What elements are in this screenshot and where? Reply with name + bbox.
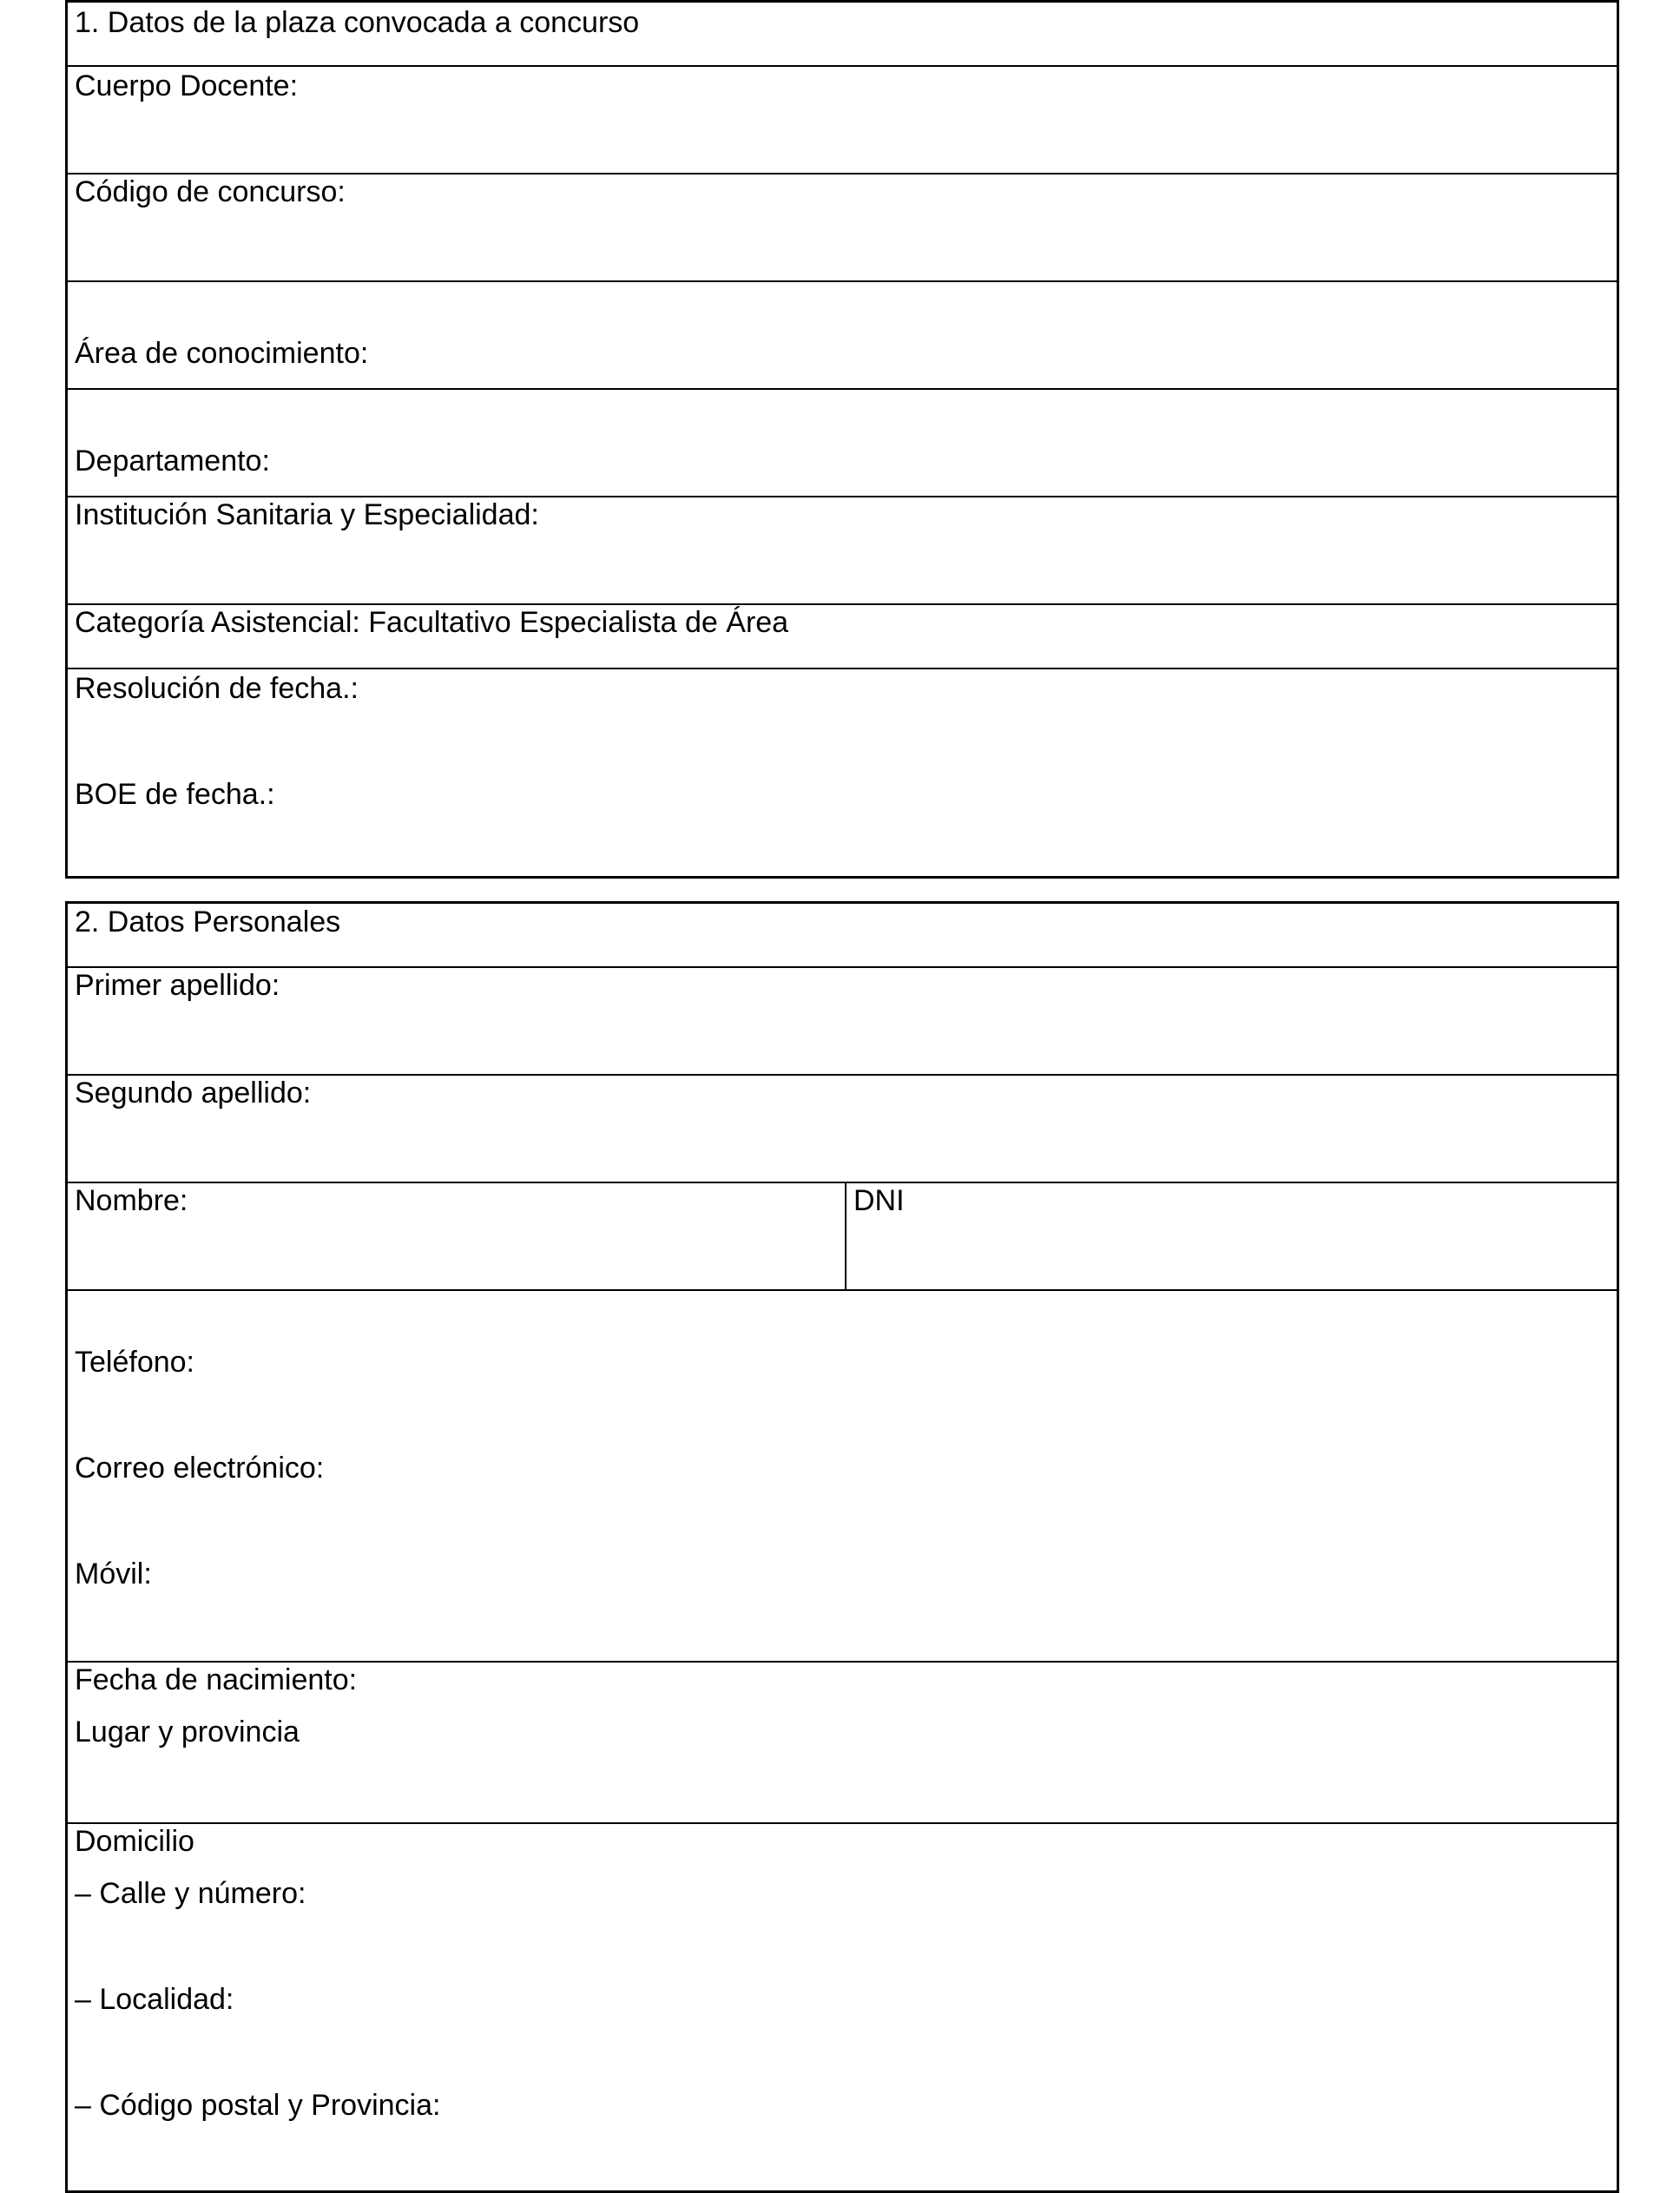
institucion-field[interactable] [68, 497, 1617, 605]
codigo-concurso-label: Código de concurso: [75, 175, 346, 208]
categoria-field [68, 605, 1617, 669]
correo-label: Correo electrónico: [75, 1452, 325, 1485]
departamento-label: Departamento: [75, 445, 270, 477]
departamento-field[interactable] [68, 390, 1617, 497]
dni-field[interactable] [847, 1183, 1617, 1289]
cuerpo-docente-label: Cuerpo Docente: [75, 69, 299, 102]
nacimiento-field[interactable] [68, 1663, 1617, 1824]
nombre-field[interactable] [68, 1183, 845, 1289]
fecha-nacimiento-label: Fecha de nacimiento: [75, 1663, 358, 1696]
section-plaza-title-row [68, 3, 1617, 67]
domicilio-label: Domicilio [75, 1825, 194, 1858]
segundo-apellido-field[interactable] [68, 1076, 1617, 1183]
calle-label: – Calle y número: [75, 1877, 306, 1910]
resolucion-boe-field[interactable] [68, 669, 1617, 879]
dni-label: DNI [853, 1184, 905, 1217]
nombre-dni-row [68, 1183, 1617, 1291]
area-conocimiento-label: Área de conocimiento: [75, 337, 369, 370]
codigo-concurso-field[interactable] [68, 175, 1617, 282]
resolucion-label: Resolución de fecha.: [75, 672, 359, 705]
contacto-field[interactable] [68, 1291, 1617, 1663]
domicilio-field[interactable] [68, 1824, 1617, 2193]
telefono-label: Teléfono: [75, 1346, 194, 1379]
localidad-label: – Localidad: [75, 1983, 234, 2016]
section-datos-personales [65, 901, 1619, 2193]
institucion-label: Institución Sanitaria y Especialidad: [75, 498, 539, 531]
section-personales-title: 2. Datos Personales [75, 906, 341, 938]
segundo-apellido-label: Segundo apellido: [75, 1077, 312, 1110]
primer-apellido-label: Primer apellido: [75, 969, 280, 1002]
nombre-label: Nombre: [75, 1184, 188, 1217]
lugar-provincia-label: Lugar y provincia [75, 1716, 300, 1748]
codigo-postal-label: – Código postal y Provincia: [75, 2089, 441, 2122]
boe-label: BOE de fecha.: [75, 778, 275, 811]
area-conocimiento-field[interactable] [68, 282, 1617, 390]
cuerpo-docente-field[interactable] [68, 67, 1617, 175]
section-plaza [65, 0, 1619, 879]
primer-apellido-field[interactable] [68, 968, 1617, 1076]
movil-label: Móvil: [75, 1557, 152, 1590]
section-personales-title-row [68, 904, 1617, 968]
categoria-label: Categoría Asistencial: Facultativo Especialista de Área [75, 606, 789, 639]
section-plaza-title: 1. Datos de la plaza convocada a concurso [75, 6, 640, 39]
